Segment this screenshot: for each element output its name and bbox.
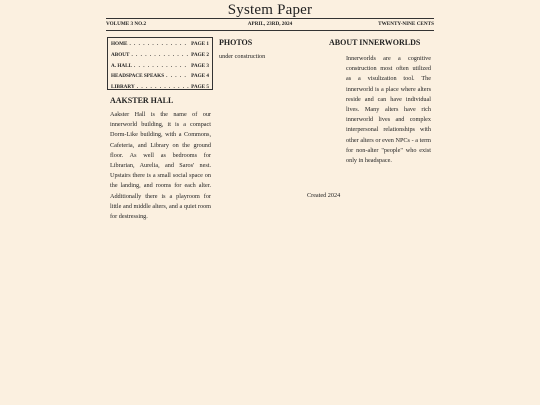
- toc-item-library[interactable]: [111, 84, 209, 95]
- toc-item-page: PAGE 4: [191, 73, 209, 80]
- toc-item-headspace-speaks[interactable]: [111, 73, 209, 84]
- toc-leader-dots: [129, 41, 189, 47]
- toc-item-label: ABOUT: [111, 51, 130, 58]
- toc-item-a-hall[interactable]: [111, 63, 209, 74]
- created-footer: Created 2024: [307, 192, 341, 199]
- hall-heading: AAKSTER HALL: [110, 96, 174, 105]
- toc-item-label: LIBRARY: [111, 84, 135, 91]
- toc-item-page: PAGE 2: [191, 51, 209, 58]
- masthead-title: System Paper: [227, 2, 313, 18]
- toc-item-page: PAGE 1: [191, 41, 209, 47]
- table-of-contents: [107, 37, 213, 90]
- toc-item-label: HEADSPACE SPEAKS: [111, 73, 165, 80]
- toc-item-about[interactable]: [111, 52, 209, 63]
- photos-status-text: under construction: [219, 53, 266, 60]
- toc-leader-dots: [166, 73, 189, 79]
- toc-item-label: HOME: [111, 41, 128, 47]
- hall-paragraph: Aakster Hall is the name of our innerworld building, it is a compact Dorm-Like building, with a Commons, Cafeteria, and Library on the ground floor. As well as bedrooms for Librarian, Aurelia, and Saros' nest. Upstairs there is a small social space on the landing, and rooms for each alter. Additionally there is a playroom for little and middle alters, and a quiet room for destressing.: [110, 111, 211, 221]
- about-heading: ABOUT INNERWORLDS: [329, 38, 421, 47]
- volume-label: VOLUME 3 NO.2: [106, 21, 147, 27]
- toc-item-label: A. HALL: [111, 62, 133, 69]
- toc-item-home[interactable]: [111, 41, 209, 52]
- toc-leader-dots: [134, 63, 189, 69]
- dateline: [106, 18, 434, 31]
- price-label: TWENTY-NINE CENTS: [378, 21, 434, 27]
- toc-leader-dots: [137, 84, 189, 90]
- photos-heading: PHOTOS: [219, 38, 253, 47]
- toc-item-page: PAGE 3: [191, 62, 209, 69]
- about-paragraph: Innerworlds are a cognitive construction most often utilized as a visulization tool. The innerworld is a place where alters reside and can have individual lives. Many alters have rich innerworld lives and complex interpersonal relationships with other alters or even NPCs - a term for non-alter "people" who exist only in headspace.: [346, 55, 431, 165]
- toc-leader-dots: [131, 52, 189, 58]
- issue-date: APRIL, 23RD, 2024: [247, 21, 293, 27]
- toc-item-page: PAGE 5: [191, 84, 209, 91]
